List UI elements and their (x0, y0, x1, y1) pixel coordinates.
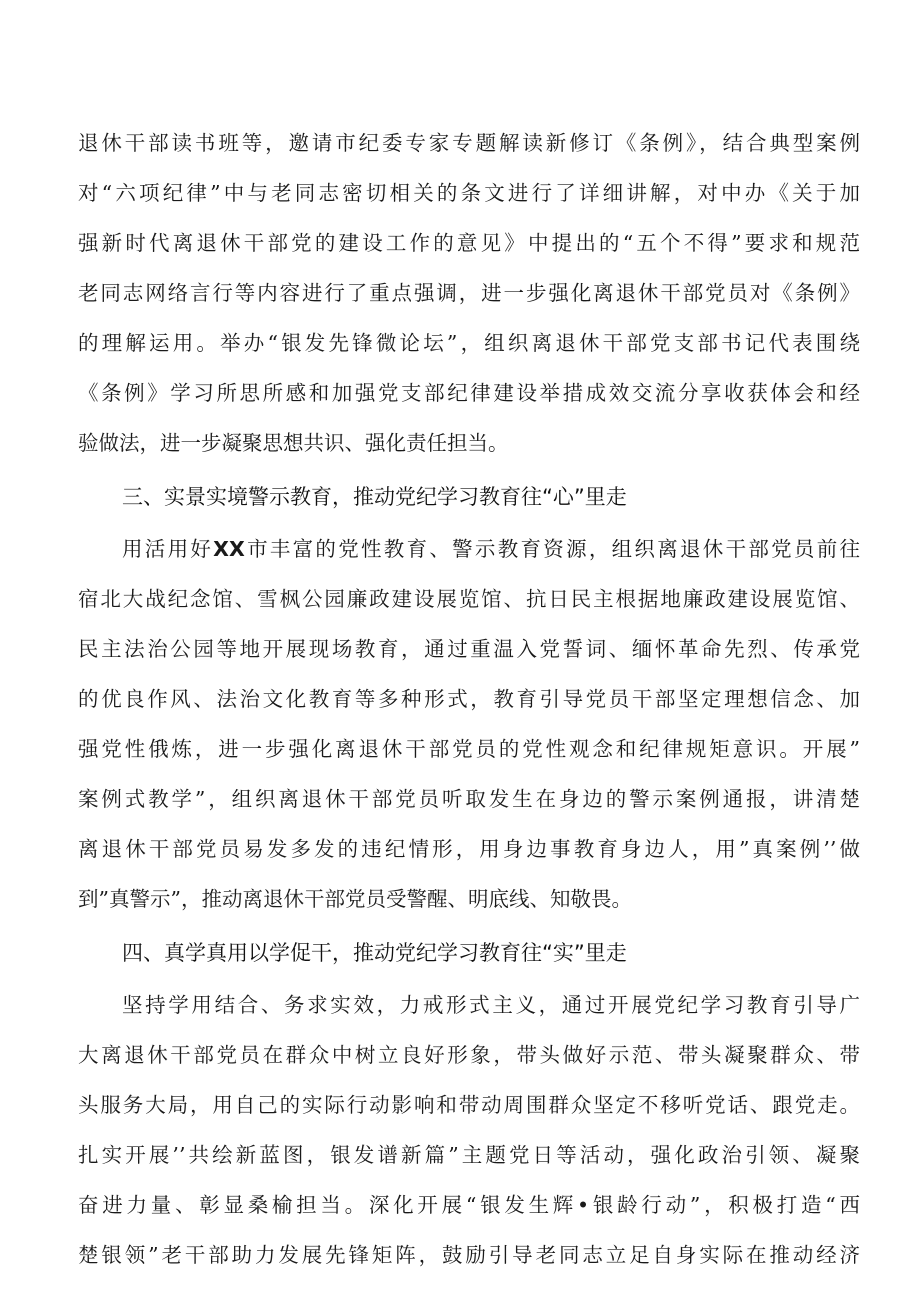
paragraph-2-line-7: 离退休干部党员易发多发的违纪情形，用身边事教育身边人，用”真案例’’做 (78, 837, 860, 861)
paragraph-1-line-1: 退休干部读书班等，邀请市纪委专家专题解读新修订《条例》，结合典型案例 (78, 131, 860, 155)
paragraph-1-line-2: 对“六项纪律”中与老同志密切相关的条文进行了详细讲解，对中办《关于加 (78, 181, 860, 205)
paragraph-3-line-1: 坚持学用结合、务求实效，力戒形式主义，通过开展党纪学习教育引导广 (122, 993, 860, 1017)
paragraph-1-line-4: 老同志网络言行等内容进行了重点强调，进一步强化离退休干部党员对《条例》 (78, 281, 860, 305)
paragraph-2-suffix: 市丰富的党性教育、警示教育资源，组织离退休干部党员前往 (244, 537, 860, 561)
paragraph-2-placeholder-xx: XX (213, 537, 245, 561)
paragraph-1-line-5: 的理解运用。举办“银发先锋微论坛”，组织离退休干部党支部书记代表围绕 (78, 331, 860, 355)
paragraph-3-line-5: 奋进力量、彰显桑榆担当。深化开展“银发生辉•银龄行动”，积极打造“西 (78, 1193, 860, 1217)
paragraph-2-line-3: 民主法治公园等地开展现场教育，通过重温入党誓词、缅怀革命先烈、传承党 (78, 637, 860, 661)
paragraph-2-line-2: 宿北大战纪念馆、雪枫公园廉政建设展览馆、抗日民主根据地廉政建设展览馆、 (78, 587, 860, 611)
paragraph-3-line-4: 扎实开展’’共绘新蓝图，银发谱新篇”主题党日等活动，强化政治引领、凝聚 (78, 1143, 860, 1167)
paragraph-2-line-6: 案例式教学”，组织离退休干部党员听取发生在身边的警示案例通报，讲清楚 (78, 787, 860, 811)
paragraph-2-line-8: 到”真警示”，推动离退休干部党员受警醒、明底线、知敬畏。 (78, 887, 632, 911)
paragraph-2-line-4: 的优良作风、法治文化教育等多种形式，教育引导党员干部坚定理想信念、加 (78, 687, 860, 711)
paragraph-3-line-3: 头服务大局，用自己的实际行动影响和带动周围群众坚定不移听党话、跟党走。 (78, 1093, 860, 1117)
paragraph-1-line-7: 验做法，进一步凝聚思想共识、强化责任担当。 (78, 431, 509, 455)
paragraph-3-line-6: 楚银领”老干部助力发展先锋矩阵，鼓励引导老同志立足自身实际在推动经济 (78, 1243, 860, 1267)
paragraph-3-line-2: 大离退休干部党员在群众中树立良好形象，带头做好示范、带头凝聚群众、带 (78, 1043, 860, 1067)
paragraph-2-line-5: 强党性俄炼，进一步强化离退休干部党员的党性观念和纪律规矩意识。开展” (78, 737, 860, 761)
section-heading-3: 三、实景实境警示教育，推动党纪学习教育往“心”里走 (122, 485, 627, 509)
paragraph-1-line-6: 《条例》学习所思所感和加强党支部纪律建设举措成效交流分享收获体会和经 (78, 381, 860, 405)
paragraph-2-prefix: 用活用好 (122, 537, 214, 561)
paragraph-1-line-3: 强新时代离退休干部党的建设工作的意见》中提出的“五个不得”要求和规范 (78, 231, 860, 255)
paragraph-2-line-1 (122, 534, 860, 564)
section-heading-4: 四、真学真用以学促干，推动党纪学习教育往“实”里走 (122, 941, 627, 965)
